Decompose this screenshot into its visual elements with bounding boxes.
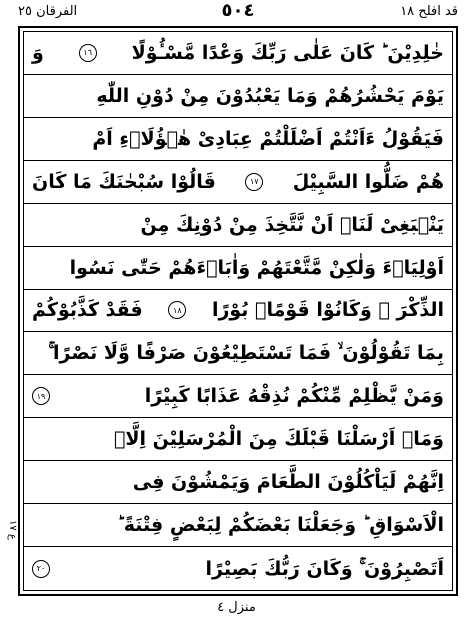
quran-text-block bbox=[24, 32, 452, 590]
verse-line bbox=[24, 32, 452, 75]
juz-label: قد افلح ١٨ bbox=[400, 4, 458, 19]
verse-line bbox=[24, 418, 452, 461]
verse-line bbox=[24, 118, 452, 161]
ruku-marker: ع ١٧ bbox=[7, 520, 18, 540]
verse-line bbox=[24, 247, 452, 290]
verse-text: الْاَسْوَاقِ ؕ وَجَعَلْنَا بَعْضَكُمْ لِبَعْضٍ فِتْنَةً ؕ bbox=[117, 514, 444, 537]
verse-text: وَمَاۤ اَرْسَلْنَا قَبْلَكَ مِنَ الْمُرْسَلِيْنَ اِلَّاۤ bbox=[113, 428, 444, 451]
ayah-number-marker: ١٩ bbox=[32, 387, 50, 405]
verse-text: الذِّكْرَ ۚ وَكَانُوْا قَوْمًاۢ بُوْرًا bbox=[211, 299, 444, 322]
page-header bbox=[18, 0, 458, 26]
verse-line bbox=[24, 290, 452, 333]
verse-text: فَيَقُوْلُ ءَاَنْتُمْ اَضْلَلْتُمْ عِبَادِىْ هٰۤؤُلَاۤءِ اَمْ bbox=[92, 127, 444, 150]
ayah-number-marker: ١٦ bbox=[79, 44, 97, 62]
verse-text: اَوْلِيَاۤءَ وَلٰكِنْ مَّتَّعْتَهُمْ وَاٰبَاۤءَهُمْ حَتّٰى نَسُوا bbox=[69, 256, 444, 279]
verse-text: يَنْۢبَغِىْ لَنَاۤ اَنْ نَّتَّخِذَ مِنْ دُوْنِكَ مِنْ bbox=[140, 213, 444, 236]
page-number: ٥٠٤ bbox=[221, 0, 255, 21]
verse-line bbox=[24, 204, 452, 247]
verse-line bbox=[24, 161, 452, 204]
ayah-number-marker: ١٧ bbox=[245, 173, 263, 191]
ayah-number-marker: ٢٠ bbox=[32, 560, 50, 578]
verse-line bbox=[24, 504, 452, 547]
verse-text-continued: فَقَدْ كَذَّبُوْكُمْ bbox=[32, 299, 143, 322]
verse-line bbox=[24, 75, 452, 118]
verse-text: خٰلِدِيْنَ ؕ كَانَ عَلٰى رَبِّكَ وَعْدًا مَّسْـُٔوْلًا bbox=[131, 41, 444, 64]
verse-text: وَمَنْ يَّظْلِمْ مِّنْكُمْ نُذِقْهُ عَذَابًا كَبِيْرًا bbox=[144, 385, 444, 408]
verse-text-continued: وَ bbox=[32, 41, 44, 64]
verse-text-continued: قَالُوْا سُبْحٰنَكَ مَا كَانَ bbox=[32, 170, 216, 193]
verse-text: اَتَصْبِرُوْنَ ۚ وَكَانَ رَبُّكَ بَصِيْرًا bbox=[205, 557, 444, 580]
surah-label: الفرقان ٢٥ bbox=[18, 4, 78, 19]
ayah-number-marker: ١٨ bbox=[168, 301, 186, 319]
verse-line bbox=[24, 375, 452, 418]
verse-line bbox=[24, 547, 452, 590]
verse-line bbox=[24, 332, 452, 375]
verse-line bbox=[24, 461, 452, 504]
verse-text: اِنَّهُمْ لَيَاْكُلُوْنَ الطَّعَامَ وَيَمْشُوْنَ فِى bbox=[132, 471, 444, 494]
verse-text: يَوْمَ يَحْشُرُهُمْ وَمَا يَعْبُدُوْنَ مِنْ دُوْنِ اللّٰهِ bbox=[96, 84, 444, 107]
verse-text: هُمْ ضَلُّوا السَّبِيْلَ bbox=[292, 170, 444, 193]
verse-text: بِمَا تَقُوْلُوْنَ ۙ فَمَا تَسْتَطِيْعُوْنَ صَرْفًا وَّلَا نَصْرًا ۚ bbox=[48, 342, 444, 365]
manzil-footer: منزل ٤ bbox=[217, 600, 256, 615]
